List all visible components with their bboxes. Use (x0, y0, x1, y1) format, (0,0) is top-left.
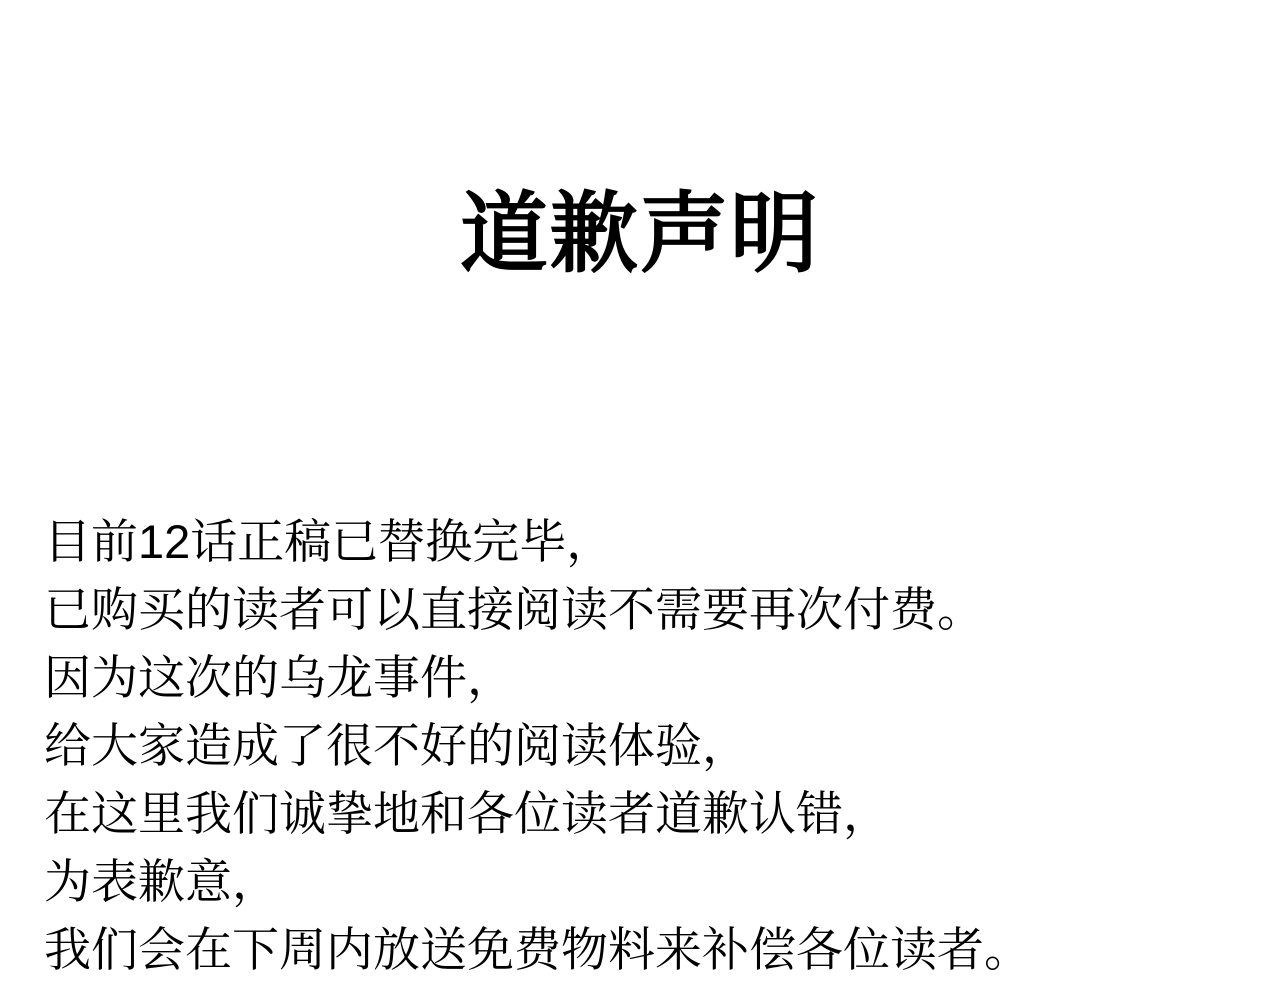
body-line: 给大家造成了很不好的阅读体验， (44, 719, 749, 772)
body-line: 我们会在下周内放送免费物料来补偿各位读者。 (44, 923, 1031, 976)
body-line: 因为这次的乌龙事件， (44, 651, 514, 704)
body-line: 已购买的读者可以直接阅读不需要再次付费。 (44, 583, 984, 636)
page-title: 道歉声明 (459, 184, 820, 283)
body-line: 在这里我们诚挚地和各位读者道歉认错， (44, 787, 890, 840)
announcement-body (44, 508, 1244, 984)
body-line: 目前12话正稿已替换完毕， (44, 515, 614, 568)
body-line: 为表歉意， (44, 855, 279, 908)
